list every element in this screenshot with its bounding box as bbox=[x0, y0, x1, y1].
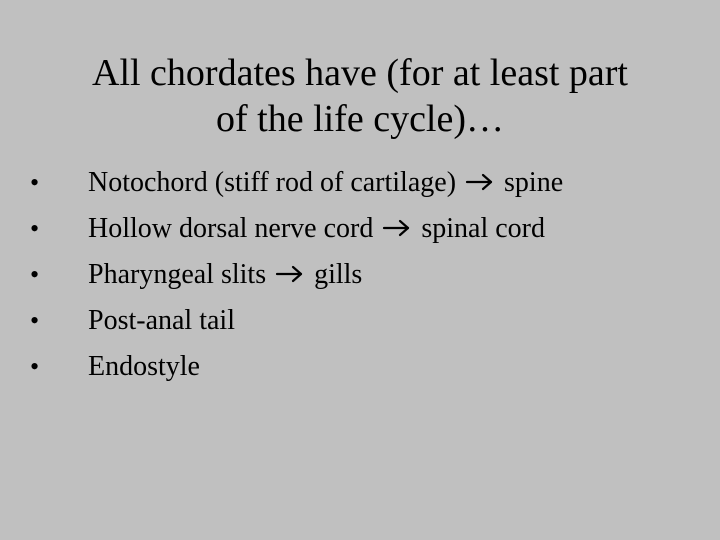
bullet-item-nerve-cord bbox=[30, 206, 690, 252]
bullet-item-pharyngeal-slits bbox=[30, 252, 690, 298]
right-arrow-icon bbox=[463, 172, 497, 192]
bullet-label: Pharyngeal slits bbox=[88, 259, 267, 290]
bullet-item-post-anal-tail bbox=[30, 298, 690, 344]
bullet-icon: • bbox=[30, 260, 40, 289]
slide-title-line-1: All chordates have (for at least part bbox=[92, 52, 628, 94]
bullet-icon: • bbox=[30, 352, 40, 381]
slide-title bbox=[60, 50, 660, 142]
bullet-label: Notochord (stiff rod of cartilage) bbox=[88, 167, 457, 198]
bullet-icon: • bbox=[30, 214, 40, 243]
right-arrow-icon bbox=[380, 218, 414, 238]
bullet-result: spinal cord bbox=[421, 213, 545, 244]
bullet-text bbox=[88, 252, 362, 298]
bullet-result: spine bbox=[504, 167, 564, 198]
bullet-icon: • bbox=[30, 168, 40, 197]
bullet-list bbox=[30, 160, 690, 390]
bullet-text: Post-anal tail bbox=[88, 305, 235, 336]
right-arrow-icon bbox=[273, 264, 307, 284]
bullet-label: Hollow dorsal nerve cord bbox=[88, 213, 374, 244]
bullet-icon: • bbox=[30, 306, 40, 335]
bullet-text bbox=[88, 160, 563, 206]
bullet-item-endostyle bbox=[30, 344, 690, 390]
slide-title-line-2: of the life cycle)… bbox=[215, 98, 505, 140]
bullet-result: gills bbox=[314, 259, 363, 290]
bullet-text: Endostyle bbox=[88, 351, 200, 382]
bullet-item-notochord bbox=[30, 160, 690, 206]
bullet-text bbox=[88, 206, 545, 252]
